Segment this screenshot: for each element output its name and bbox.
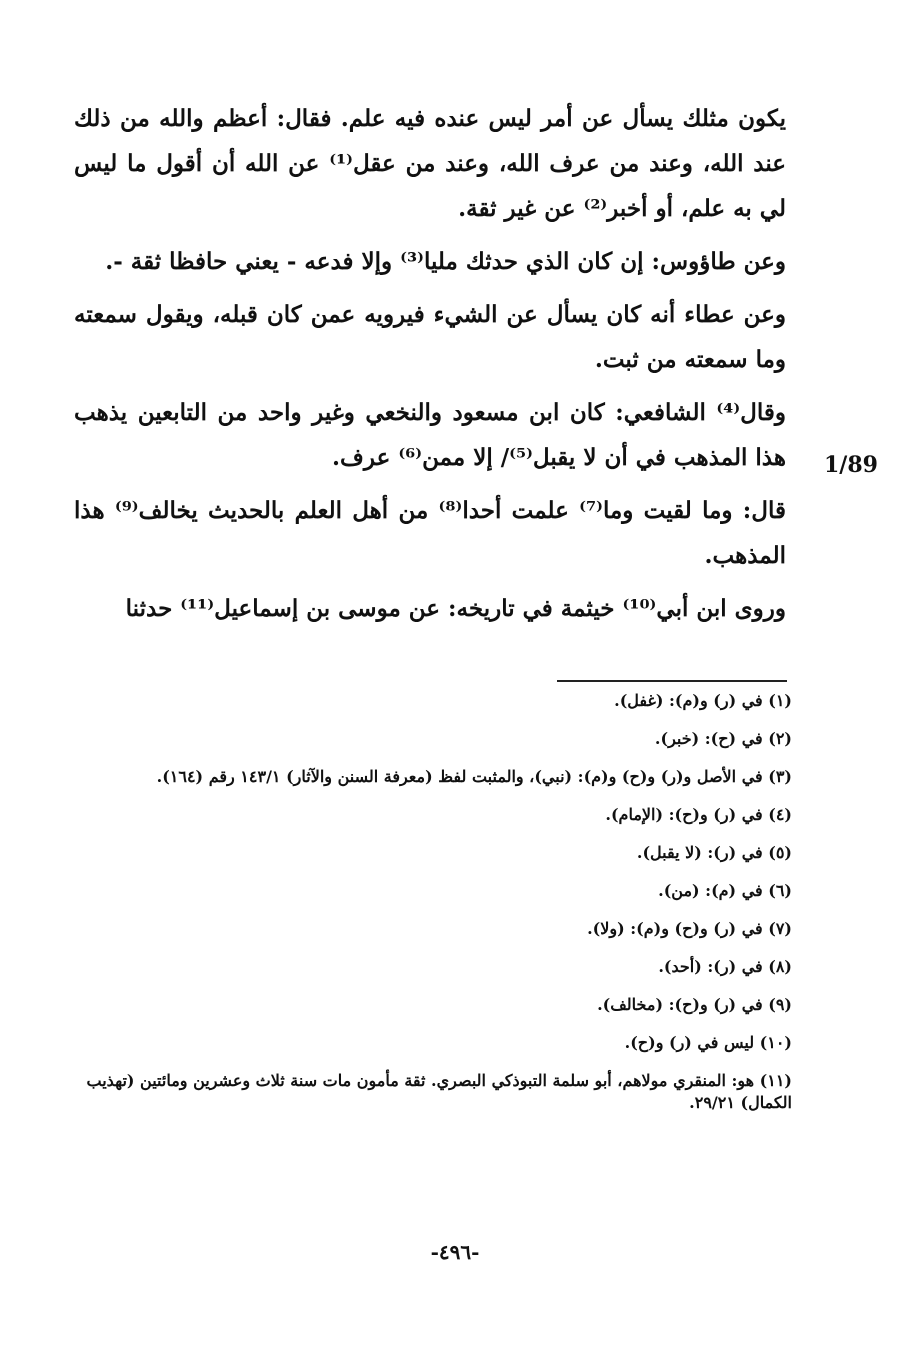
footnote: (٣) في الأصل و(ر) و(ح) و(م): (نبي)، والمثبت لفظ (معرفة السنن والآثار) ١٤٣/١ رقم (١٦٤).: [156, 767, 792, 786]
footnote: (٩) في (ر) و(ح): (مخالف).: [597, 995, 792, 1014]
page-number: -٤٩٦-: [430, 1240, 480, 1264]
footnotes: [80, 690, 792, 1130]
main-text: [74, 96, 786, 639]
footnote: (١٠) ليس في (ر) و(ح).: [624, 1033, 792, 1052]
footnote: (١) في (ر) و(م): (غفل).: [614, 691, 792, 710]
footnote: (٤) في (ر) و(ح): (الإمام).: [605, 805, 792, 824]
paragraph: وقال⁽⁴⁾ الشافعي: كان ابن مسعود والنخعي وغير واحد من التابعين يذهب هذا المذهب في أن لا يقبل⁽⁵⁾/ إلا ممن⁽⁶⁾ عرف.: [74, 399, 786, 471]
footnote: (٥) في (ر): (لا يقبل).: [636, 843, 792, 862]
footnote: (٢) في (ح): (خبر).: [654, 729, 792, 748]
paragraph: وعن طاؤوس: إن كان الذي حدثك مليا⁽³⁾ وإلا فدعه - يعني حافظا ثقة -.: [105, 248, 786, 275]
paragraph: قال: وما لقيت وما⁽⁷⁾ علمت أحدا⁽⁸⁾ من أهل العلم بالحديث يخالف⁽⁹⁾ هذا المذهب.: [74, 497, 786, 569]
paragraph: وروى ابن أبي⁽¹⁰⁾ خيثمة في تاريخه: عن موسى بن إسماعيل⁽¹¹⁾ حدثنا: [125, 595, 786, 622]
footnote: (٦) في (م): (من).: [658, 881, 792, 900]
footnote: (٧) في (ر) و(ح) و(م): (ولا).: [587, 919, 792, 938]
footnote: (١١) هو: المنقري مولاهم، أبو سلمة التبوذكي البصري. ثقة مأمون مات سنة ثلاث وعشرين ومائتين (تهذيب الكمال) ٢٩/٢١.: [86, 1071, 792, 1112]
footnote-separator: [557, 680, 787, 682]
margin-folio-reference: 1/89: [824, 452, 878, 478]
footnote: (٨) في (ر): (أحد).: [658, 957, 792, 976]
paragraph: يكون مثلك يسأل عن أمر ليس عنده فيه علم. فقال: أعظم والله من ذلك عند الله، وعند من عرف الله، وعند من عقل⁽¹⁾ عن الله أن أقول ما ليس لي به علم، أو أخبر⁽²⁾ عن غير ثقة.: [74, 105, 787, 222]
paragraph: وعن عطاء أنه كان يسأل عن الشيء فيرويه عمن كان قبله، ويقول سمعته وما سمعته من ثبت.: [74, 301, 786, 373]
